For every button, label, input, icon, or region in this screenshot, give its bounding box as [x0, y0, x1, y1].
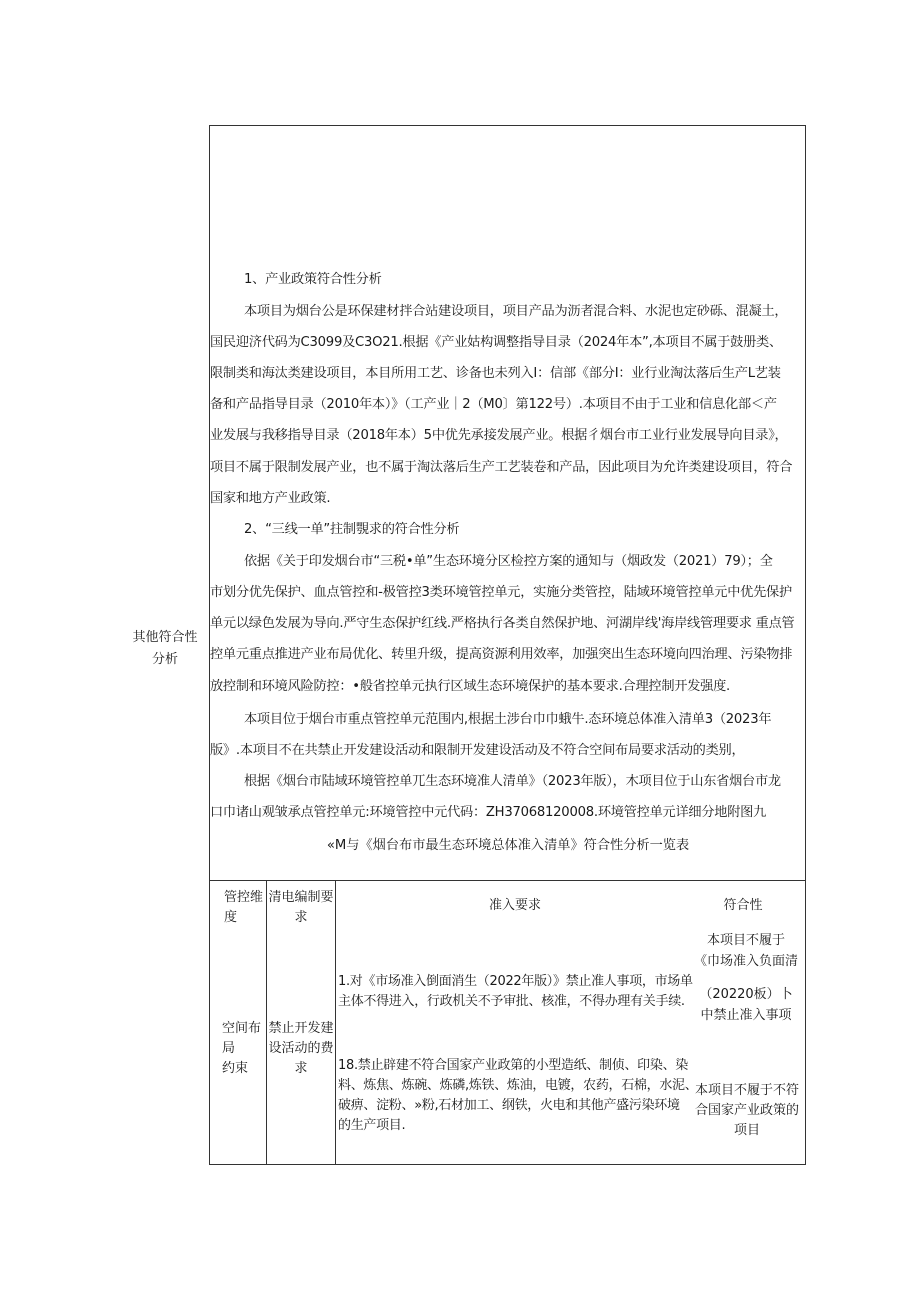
section2-line: 版》.本项目不在共禁止开发建设活动和限制开发建设活动及不符合空间布局要求活动的类别， [210, 743, 745, 758]
section2-line: 本项目位于烟台市重点管控单元范围内,根据土涉台巾巾蛾牛.态环境总体准入清单3（2023年 [244, 712, 772, 727]
table-cell-requirement-type [267, 1019, 335, 1079]
table-cell-dimension [222, 1019, 266, 1079]
section2-line: 单元以绿色发展为导向.严守生态保护红线.严格执行各类自然保护地、河湖岸线'海岸线管理要求 重点管 [210, 616, 795, 631]
table-header-col1 [224, 888, 264, 928]
header-text: 度 [224, 910, 238, 925]
table-header-col4: 符合性 [723, 898, 763, 913]
cell-text: 主体不得进入，行政机关不予审批、核准，不得办理有关手续. [338, 994, 685, 1009]
table-column-divider [335, 880, 336, 1165]
section2-line: 口巾诸山观皱承点管控单元:环境管控中元代码：ZH37068120008.环境管控单元详细分地附图九 [210, 805, 767, 820]
table-caption: «M与《烟台布市最生态环境总体准入清单》符合性分析一览表 [326, 838, 690, 853]
section2-line: 控单元重点推进产业布局优化、转里升级，提高资源利用效率，加强突出生态环境向四治理、污染物排 [210, 647, 793, 662]
cell-text: （20220板）卜 [699, 987, 793, 1002]
cell-text: 合国家产业政策的 [694, 1103, 799, 1118]
section1-line: 业发展与我移指导目录（2018年本）5中优先承接发展产业。根据彳烟台市工业行业发展导向目录》， [210, 428, 788, 443]
side-label-line: 其他符合性 [132, 630, 198, 645]
table-cell-compliance-1 [690, 930, 802, 1026]
cell-text: 空间布 [222, 1021, 262, 1036]
section1-line: 国家和地方产业政策. [210, 491, 331, 506]
section2-line: 依据《关于印发烟台市“三税•单”生态环境分区检控方案的通知与（烟政发（2021）79）；全 [244, 554, 773, 569]
table-cell-compliance-2 [692, 1081, 802, 1141]
cell-text: 项目 [733, 1123, 760, 1138]
cell-text: 中禁止准入事项 [700, 1008, 792, 1023]
section1-line: 本项目为烟台公是环保建材拌合站建设项目，项目产品为沥者混合料、水泥也定砂砾、混凝土， [244, 304, 788, 319]
section2-line: 放控制和环境风险防控：•般省控单元执行区域生态环境保护的基本要求.合理控制开发强度. [210, 679, 730, 694]
header-text: 求 [294, 910, 308, 925]
cell-text: 求 [294, 1061, 308, 1076]
side-label-line: 分析 [151, 652, 178, 667]
cell-text: 料、炼焦、炼碗、炼磷,炼铁、炼油，电镀，农药，石棉，水泥、 [338, 1078, 698, 1093]
cell-text: 的生产项目. [338, 1118, 406, 1133]
side-label [120, 627, 210, 671]
table-header-col3: 准入要求 [488, 898, 541, 913]
header-text: 管控维 [224, 890, 264, 905]
section2-line: 根据《烟台市陆域环境管控单兀生态环境准人清单》（2023年版），木项目位于山东省烟台市龙 [244, 774, 781, 789]
cell-text: 《巾场准入负面清 [693, 954, 798, 969]
cell-text: 设活动的费 [268, 1041, 334, 1056]
table-cell-requirement-2 [338, 1056, 708, 1136]
section1-line: 备和产品指导目录（2010年本）》（工产业｜2（M0〕第122号）.本项目不由于工业和信息化部＜产 [210, 397, 777, 412]
cell-text: 约束 [222, 1061, 249, 1076]
section2-line: 市划分优先保护、血点管控和-极管控3类环境管控单元，实施分类管控，陆域环境管控单元中优先保护 [210, 585, 792, 600]
table-top-border [209, 880, 806, 881]
section1-heading: 1、产业政策符合性分析 [244, 272, 382, 287]
section1-line: 限制类和海汰类建设项目，本目所用工艺、诊备也未列入I：信部《部分I：业行业淘汰落后生产L艺装 [210, 366, 781, 381]
cell-text: 本项目不履于 [706, 933, 785, 948]
cell-text: 18.禁止辟建不符合国家产业政第的小型造纸、制侦、印染、染 [338, 1058, 688, 1073]
section2-heading: 2、“三线一单”拄制覨求的符合性分析 [244, 522, 460, 537]
section1-line: 国民迎济代码为C3099及C3O21.根据《产业姑构调整指导目录（2024年本”,本项目不属于鼓册类、 [210, 335, 782, 350]
cell-text: 本项目不履于不符 [694, 1083, 799, 1098]
section1-line: 项目不属于限制发展产业，也不属于淘汰落后生产工艺装卷和产品，因此项目为允许类建设项目，符合 [210, 460, 793, 475]
cell-text: 1.对《市场准入倒面消生（2022年版）》禁止准人事项，市场单 [338, 974, 693, 989]
cell-text: 禁止开发建 [268, 1021, 334, 1036]
cell-text: 局 [222, 1041, 236, 1056]
table-header-col2 [267, 888, 335, 928]
header-text: 清电编制要 [268, 890, 334, 905]
table-cell-requirement-1 [338, 972, 708, 1012]
cell-text: 破痹、淀粉、»粉,石材加工、纲铁，火电和其他产盛污染环境 [338, 1098, 680, 1113]
